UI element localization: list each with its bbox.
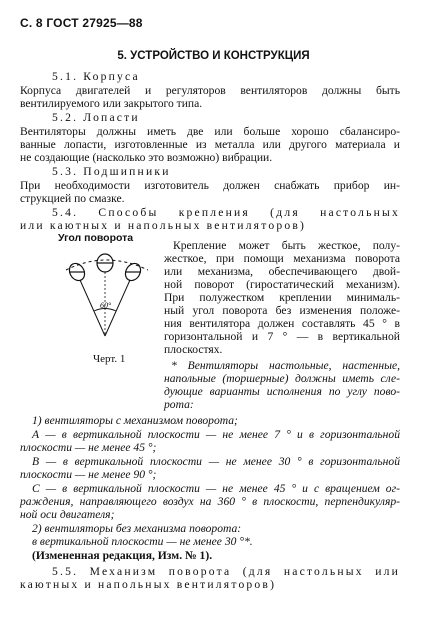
text-line: ный угол поворота без изменения положе- <box>164 304 400 317</box>
text-line: ной оси двигателя; <box>20 508 115 521</box>
text-line: При необходимости изготовитель должен снабжать прибор ин- <box>20 179 400 192</box>
text-line: дующие варианты исполнения по углу пово- <box>164 385 400 398</box>
text-line: А — в вертикальной плоскости — не менее 7 ° и в горизонтальной <box>32 428 400 441</box>
text-line: 5.3. Подшипники <box>52 165 171 178</box>
text-line: 5.4. Способы крепления (для настольных <box>52 206 400 219</box>
text-line: С — в вертикальной плоскости — не менее 45 ° и с вращением ог- <box>32 482 400 495</box>
text-line: 5.1. Корпуса <box>52 70 140 83</box>
text-line: Вентиляторы должны иметь две или больше хорошо сбалансиро- <box>20 125 400 138</box>
figure-caption: Черт. 1 <box>93 353 126 365</box>
text-line: струкцией по смазке. <box>20 192 125 205</box>
fan-left <box>66 261 87 284</box>
text-line: Корпуса двигателей и регуляторов вентиляторов должны быть <box>20 84 400 97</box>
text-line: Крепление может быть жесткое, полу- <box>173 239 400 252</box>
text-line: ной поворот (гиростатический механизм). <box>164 278 400 291</box>
text-line: плоскости — не менее 45 °; <box>20 441 157 454</box>
text-line: горизонтальной и 7 ° — в вертикальной <box>164 330 400 343</box>
text-line: плоскости — не менее 90 °; <box>20 468 157 481</box>
text-line: плоскостях. <box>164 343 223 356</box>
text-line: напольные (торшерные) должны иметь сле- <box>164 372 400 385</box>
text-line: жесткое, при помощи механизма поворота <box>164 252 400 265</box>
figure-title: Угол поворота <box>58 232 134 244</box>
page-header: С. 8 ГОСТ 27925—88 <box>20 16 143 30</box>
fan-center <box>97 254 113 272</box>
text-line: каютных и напольных вентиляторов) <box>20 578 277 591</box>
text-line: раждения, направляющего воздух на 360 ° в плоскости, перпендикуляр- <box>20 495 400 508</box>
text-line: или механизма, обеспечивающего двой- <box>164 265 400 278</box>
text-line: (Измененная редакция, Изм. № 1). <box>32 549 213 562</box>
text-line: В — в вертикальной плоскости — не менее 30 ° в горизонтальной <box>32 455 400 468</box>
text-line: не создающие (насколько это возможно) вибрации. <box>20 151 273 164</box>
text-line: рота: <box>164 398 194 411</box>
fan-right <box>122 261 143 284</box>
text-line: ния вентилятора должен составлять 45 ° в <box>164 317 400 330</box>
rotation-angle-figure <box>58 248 158 348</box>
text-line: 1) вентиляторы с механизмом поворота; <box>32 414 238 427</box>
text-line: ванные лопасти, изготовленные из металла или другого материала и <box>20 138 400 151</box>
angle-label: 60° <box>100 301 112 310</box>
text-line: вентилируемого или закрытого типа. <box>20 97 203 110</box>
text-line: в вертикальной плоскости — не менее 30 °*. <box>32 535 253 548</box>
text-line: или каютных и напольных вентиляторов) <box>20 219 307 232</box>
section-title: 5. УСТРОЙСТВО И КОНСТРУКЦИЯ <box>117 50 310 62</box>
arc-dashed <box>66 260 148 270</box>
text-line: 5.5. Механизм поворота (для настольных или <box>52 565 400 578</box>
text-line: * Вентиляторы настольные, настенные, <box>171 359 400 372</box>
text-line: При полужестком креплении минималь- <box>164 291 400 304</box>
text-line: 5.2. Лопасти <box>52 111 140 124</box>
text-line: 2) вентиляторы без механизма поворота: <box>32 522 242 535</box>
